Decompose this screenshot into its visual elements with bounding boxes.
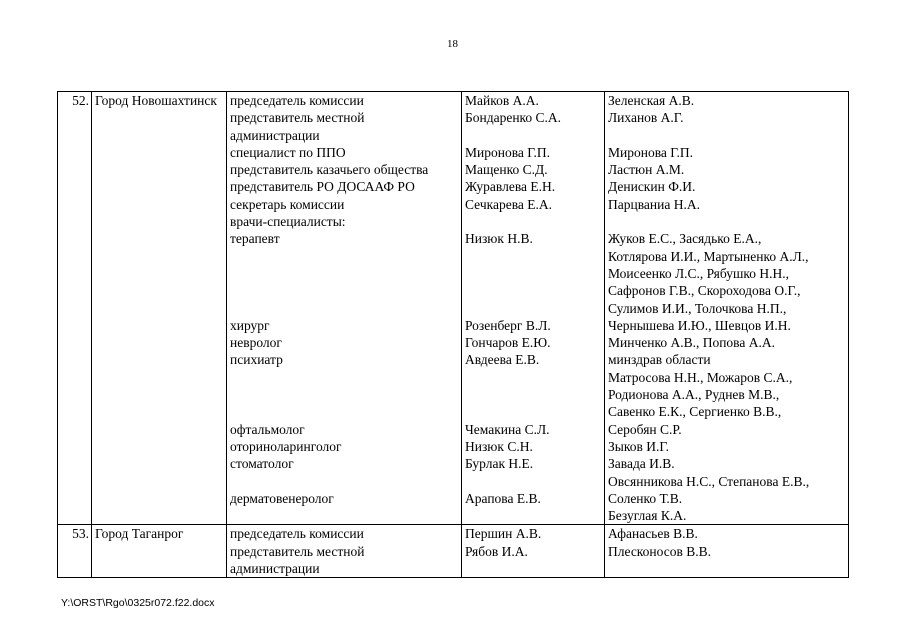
member-line: Арапова Е.В. (465, 490, 541, 506)
reserve-line: Безуглая К.А. (608, 508, 687, 524)
roles-cell (227, 525, 462, 578)
reserve-line: Котлярова И.И., Мартыненко А.Л., (608, 248, 809, 264)
role-line: администрации (230, 561, 320, 577)
role-line: невролог (230, 335, 282, 351)
reserves-cell (605, 525, 849, 578)
role-line: хирург (230, 317, 270, 333)
role-line (230, 300, 459, 317)
member-line: Розенберг В.Л. (465, 317, 551, 333)
member-line: Мащенко С.Д. (465, 162, 548, 178)
reserve-line: Лиханов А.Г. (608, 110, 684, 126)
city-cell (92, 525, 227, 578)
reserve-line: Жуков Е.С., Засядько Е.А., (608, 231, 762, 247)
reserve-line (608, 213, 846, 230)
role-line: врачи-специалисты: (230, 214, 346, 230)
member-line: Журавлева Е.Н. (465, 179, 556, 195)
row-number-cell (58, 525, 92, 578)
role-line: председатель комиссии (230, 526, 364, 542)
city-cell (92, 92, 227, 525)
member-line: Бурлак Н.Е. (465, 456, 534, 472)
role-line: представитель казачьего общества (230, 162, 429, 178)
commission-table (57, 91, 849, 578)
role-line: оториноларинголог (230, 438, 342, 454)
page-number: 18 (447, 38, 458, 50)
reserve-line: Сулимов И.И., Толочкова Н.П., (608, 300, 787, 316)
member-line: Низюк С.Н. (465, 438, 533, 454)
reserve-line: Завада И.В. (608, 456, 675, 472)
member-line: Миронова Г.П. (465, 144, 551, 160)
member-line (465, 473, 602, 490)
members-cell (462, 525, 605, 578)
roles-cell (227, 92, 462, 525)
role-line: администрации (230, 127, 320, 143)
reserve-line: Денискин Ф.И. (608, 179, 696, 195)
reserve-line: Миронова Г.П. (608, 144, 694, 160)
table-row (58, 92, 849, 525)
member-line: Низюк Н.В. (465, 231, 533, 247)
reserve-line: Зыков И.Г. (608, 438, 669, 454)
reserve-line: Сафронов Г.В., Скороходова О.Г., (608, 283, 801, 299)
member-line (465, 127, 602, 144)
member-line (465, 403, 602, 420)
role-line: стоматолог (230, 456, 294, 472)
reserve-line: Плесконосов В.В. (608, 543, 711, 559)
role-line (230, 248, 459, 265)
member-line (465, 560, 602, 577)
reserve-line (608, 560, 846, 577)
reserve-line: Соленко Т.В. (608, 490, 683, 506)
member-line: Бондаренко С.А. (465, 110, 562, 126)
table-body (58, 92, 849, 578)
reserves-cell (605, 92, 849, 525)
table-row (58, 525, 849, 578)
member-line (465, 300, 602, 317)
member-line (465, 386, 602, 403)
reserve-line: Афанасьев В.В. (608, 526, 698, 542)
role-line: дерматовенеролог (230, 490, 334, 506)
role-line: представитель местной (230, 543, 365, 559)
reserve-line: Чернышева И.Ю., Шевцов И.Н. (608, 317, 791, 333)
role-line: специалист по ППО (230, 144, 346, 160)
role-line: представитель РО ДОСААФ РО (230, 179, 415, 195)
member-line: Рябов И.А. (465, 543, 528, 559)
member-line (465, 282, 602, 299)
reserve-line: Савенко Е.К., Сергиенко В.В., (608, 404, 782, 420)
row-number: 52. (72, 93, 89, 108)
row-number-cell (58, 92, 92, 525)
role-line (230, 265, 459, 282)
role-line (230, 403, 459, 420)
reserve-line: Родионова А.А., Руднев М.В., (608, 387, 780, 403)
reserve-line: Ластюн А.М. (608, 162, 685, 178)
reserve-line: Минченко А.В., Попова А.А. (608, 335, 775, 351)
role-line (230, 369, 459, 386)
role-line: офтальмолог (230, 421, 305, 437)
member-line: Чемакина С.Л. (465, 421, 550, 437)
member-line (465, 248, 602, 265)
reserve-line (608, 127, 846, 144)
reserve-line: Овсянникова Н.С., Степанова Е.В., (608, 473, 810, 489)
role-line: психиатр (230, 352, 283, 368)
member-line: Першин А.В. (465, 526, 542, 542)
member-line: Сечкарева Е.А. (465, 196, 553, 212)
city-name: Город Таганрог (95, 526, 184, 542)
role-line: представитель местной (230, 110, 365, 126)
reserve-line: Серобян С.Р. (608, 421, 682, 437)
role-line: председатель комиссии (230, 93, 364, 108)
member-line: Майков А.А. (465, 93, 539, 108)
role-line (230, 282, 459, 299)
role-line: терапевт (230, 231, 280, 247)
reserve-line: Парцваниа Н.А. (608, 196, 700, 212)
member-line (465, 369, 602, 386)
reserve-line: Моисеенко Л.С., Рябушко Н.Н., (608, 265, 789, 281)
reserve-line: Зеленская А.В. (608, 93, 695, 108)
file-path-footer: Y:\ORST\Rgo\0325r072.f22.docx (61, 597, 215, 609)
row-number: 53. (72, 526, 89, 542)
member-line (465, 265, 602, 282)
member-line: Авдеева Е.В. (465, 352, 540, 368)
role-line: секретарь комиссии (230, 196, 345, 212)
reserve-line: Матросова Н.Н., Можаров С.А., (608, 369, 793, 385)
member-line: Гончаров Е.Ю. (465, 335, 551, 351)
role-line (230, 386, 459, 403)
member-line (465, 213, 602, 230)
members-cell (462, 92, 605, 525)
role-line (230, 473, 459, 490)
reserve-line: минздрав области (608, 352, 711, 368)
city-name: Город Новошахтинск (95, 93, 217, 108)
